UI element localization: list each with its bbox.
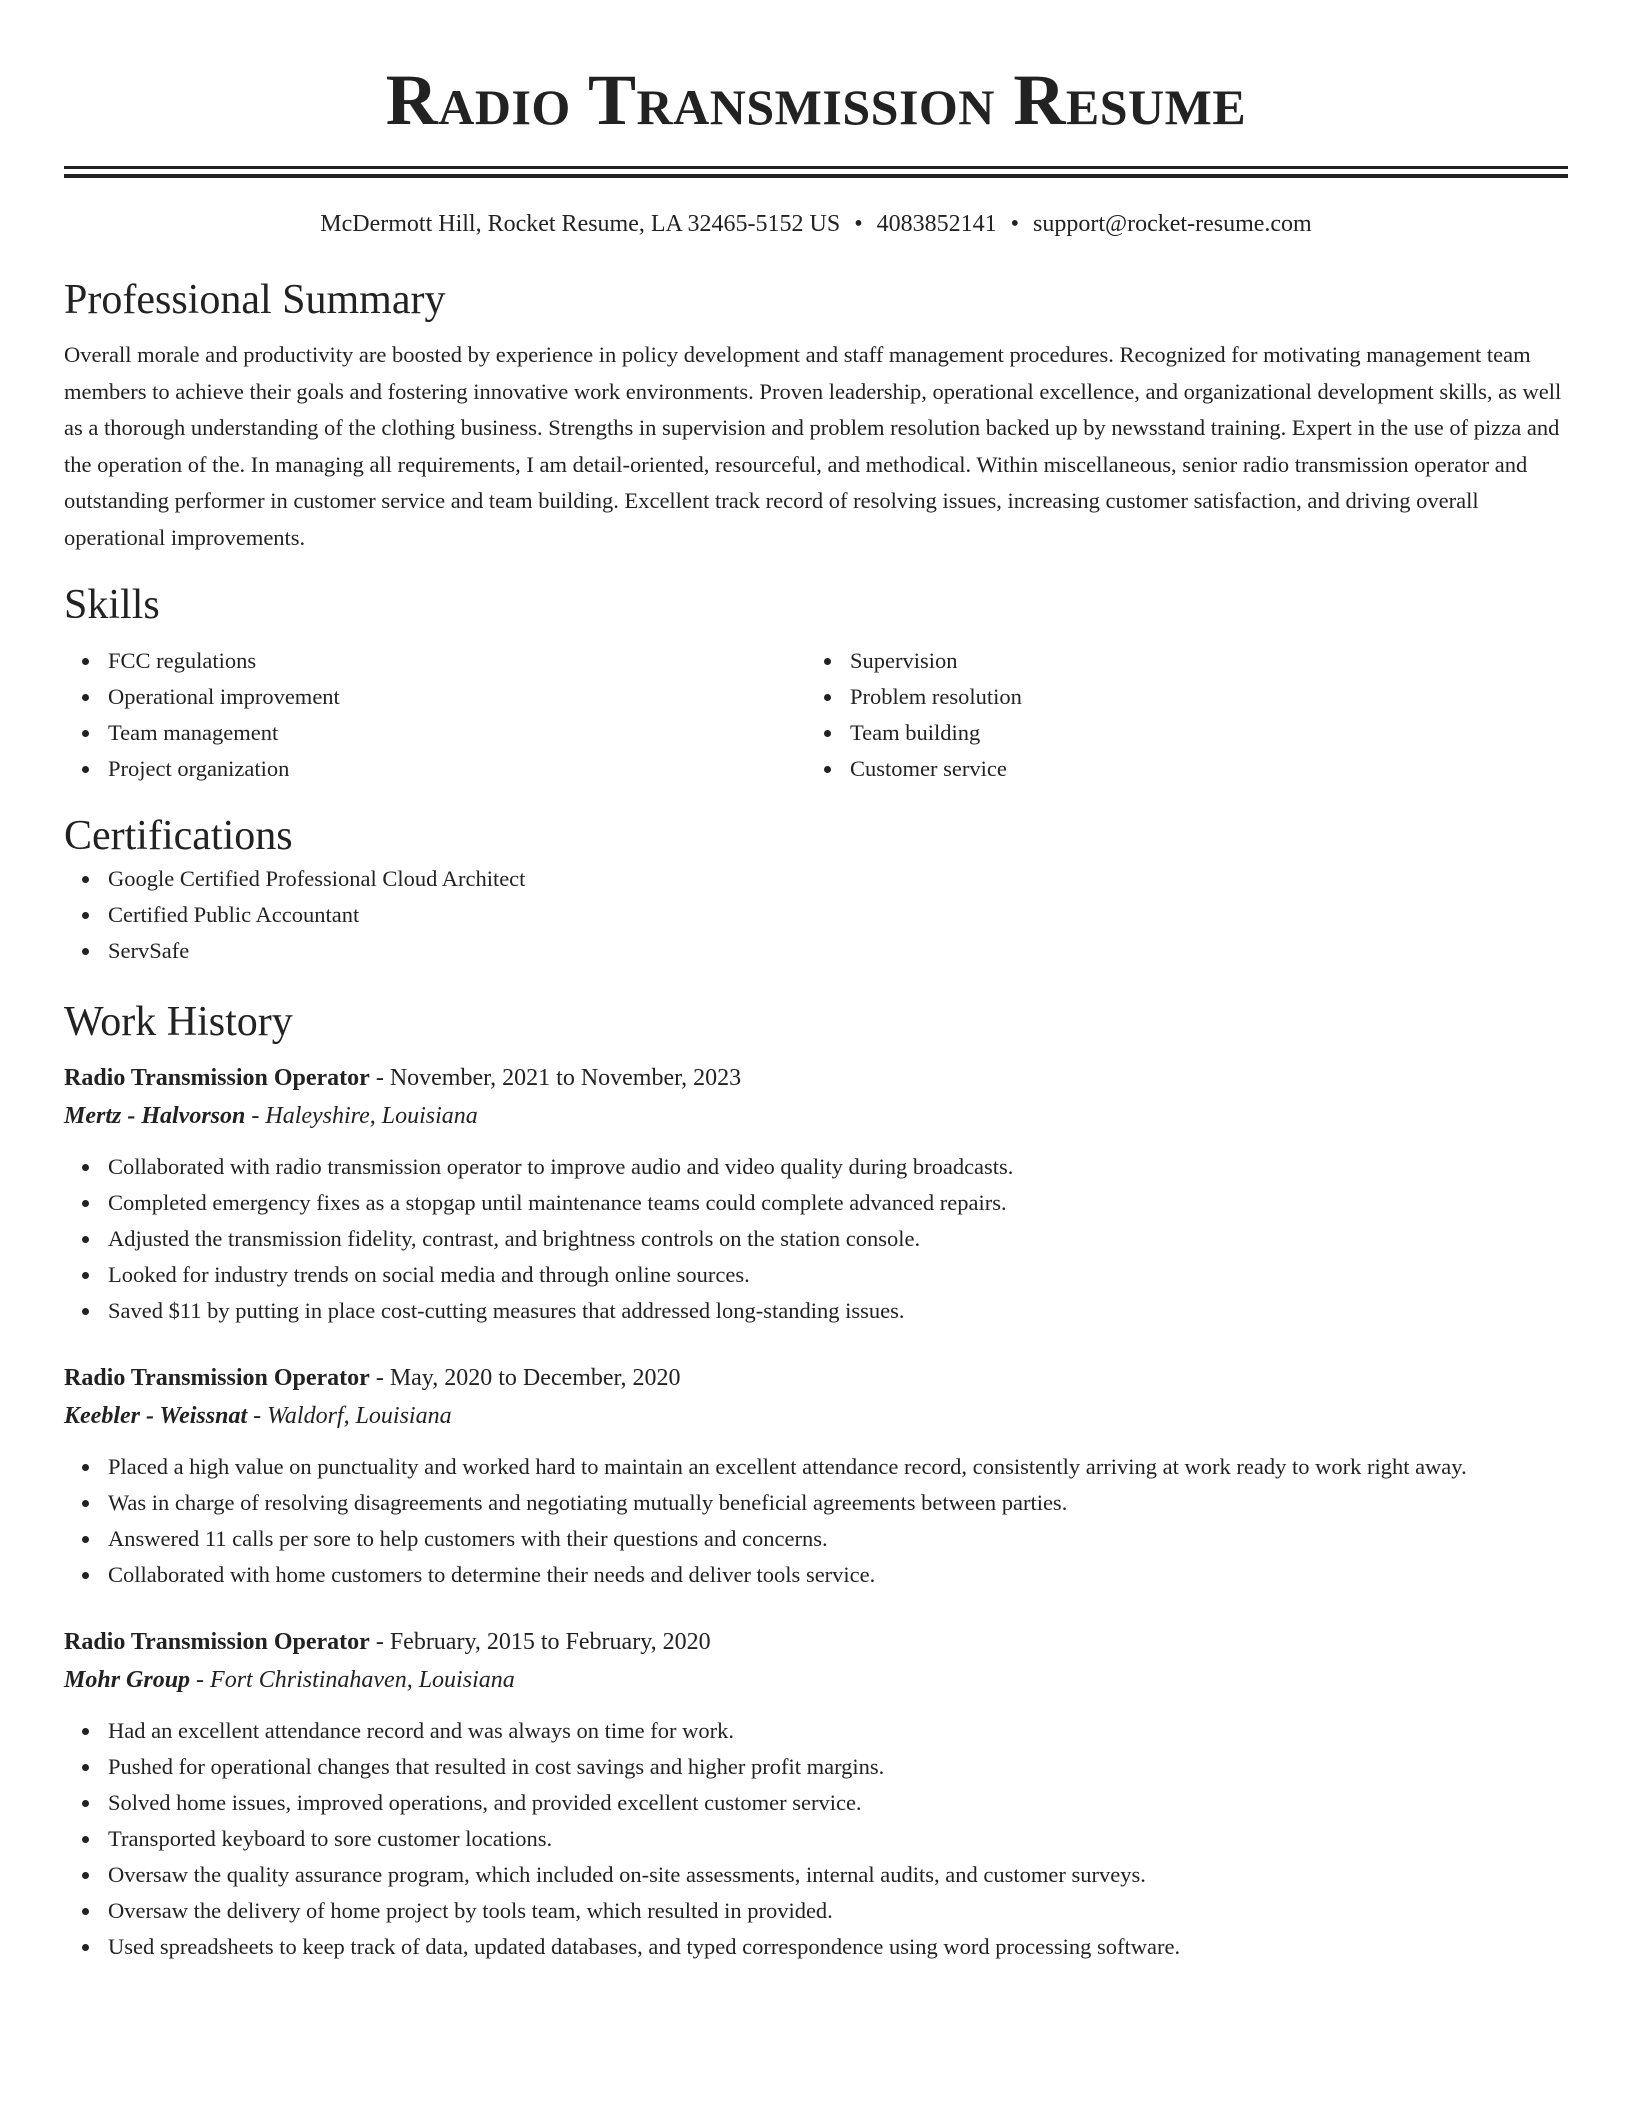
certifications-list [64, 861, 1568, 969]
job-location: Fort Christinahaven, Louisiana [210, 1667, 515, 1694]
resume-title: Radio Transmission Resume [385, 60, 1247, 140]
certification-item: Google Certified Professional Cloud Architect [108, 861, 1568, 897]
job-bullet: Adjusted the transmission fidelity, contrast, and brightness controls on the station console. [108, 1221, 1568, 1257]
contact-address: McDermott Hill, Rocket Resume, LA 32465-5152 US [320, 211, 841, 237]
job-bullet: Oversaw the delivery of home project by tools team, which resulted in provided. [108, 1893, 1568, 1929]
skill-item: Problem resolution [850, 679, 1548, 715]
job-entry [64, 1059, 1568, 1329]
skill-item: Supervision [850, 643, 1548, 679]
job-entry [64, 1359, 1568, 1593]
title-rule-top [64, 166, 1568, 169]
skill-item: FCC regulations [108, 643, 806, 679]
summary-heading: Professional Summary [64, 276, 446, 323]
job-title-line: Radio Transmission Operator - February, 2015 to February, 2020 [64, 1629, 711, 1656]
job-role: Radio Transmission Operator [64, 1065, 370, 1092]
job-bullet: Transported keyboard to sore customer locations. [108, 1821, 1568, 1857]
job-bullet: Solved home issues, improved operations, and provided excellent customer service. [108, 1785, 1568, 1821]
skill-item: Customer service [850, 751, 1548, 787]
job-bullet: Collaborated with home customers to determine their needs and deliver tools service. [108, 1557, 1568, 1593]
job-company: Keebler - Weissnat [64, 1403, 248, 1430]
job-dates: November, 2021 to November, 2023 [389, 1065, 742, 1092]
job-bullet: Looked for industry trends on social media and through online sources. [108, 1257, 1568, 1293]
certifications-heading: Certifications [64, 812, 293, 859]
job-bullet: Oversaw the quality assurance program, which included on-site assessments, internal audits, and customer surveys. [108, 1857, 1568, 1893]
work-history-heading: Work History [64, 998, 293, 1045]
job-bullet: Was in charge of resolving disagreements and negotiating mutually beneficial agreements between parties. [108, 1485, 1568, 1521]
skill-item: Operational improvement [108, 679, 806, 715]
job-location: Haleyshire, Louisiana [265, 1103, 478, 1130]
job-bullets [64, 1149, 1568, 1329]
job-bullet: Collaborated with radio transmission operator to improve audio and video quality during broadcasts. [108, 1149, 1568, 1185]
job-bullet: Saved $11 by putting in place cost-cutting measures that addressed long-standing issues. [108, 1293, 1568, 1329]
job-dates: February, 2015 to February, 2020 [389, 1629, 711, 1656]
skills-list [64, 643, 1568, 787]
job-role: Radio Transmission Operator [64, 1629, 370, 1656]
certification-item: Certified Public Accountant [108, 897, 1568, 933]
contact-separator: • [854, 211, 863, 237]
contact-separator: • [1010, 211, 1020, 237]
certification-item: ServSafe [108, 933, 1568, 969]
contact-email: support@rocket-resume.com [1033, 211, 1312, 237]
job-bullet: Used spreadsheets to keep track of data, updated databases, and typed correspondence using word processing software. [108, 1929, 1568, 1965]
job-role: Radio Transmission Operator [64, 1365, 370, 1392]
job-title-line: Radio Transmission Operator - May, 2020 to December, 2020 [64, 1365, 681, 1392]
job-bullets [64, 1449, 1568, 1593]
summary-text: Overall morale and productivity are boosted by experience in policy development and staff management procedures. Recognized for motivating management team members to achieve their goals and fostering innovative work environments. Proven leadership, operational excellence, and organizational development skills, as well as a thorough understanding of the clothing business. Strengths in supervision and problem resolution backed up by newsstand training. Expert in the use of pizza and the operation of the. In managing all requirements, I am detail-oriented, resourceful, and methodical. Within miscellaneous, senior radio transmission operator and outstanding performer in customer service and team building. Excellent track record of resolving issues, increasing customer satisfaction, and driving overall operational improvements. [64, 342, 1562, 550]
job-company: Mertz - Halvorson [64, 1103, 246, 1130]
job-title-line: Radio Transmission Operator - November, 2021 to November, 2023 [64, 1065, 742, 1092]
skills-column-left [64, 643, 806, 787]
job-dates: May, 2020 to December, 2020 [389, 1365, 681, 1392]
skill-item: Team building [850, 715, 1548, 751]
skill-item: Team management [108, 715, 806, 751]
job-company-line: Mertz - Halvorson - Haleyshire, Louisiana [64, 1103, 478, 1130]
job-bullet: Completed emergency fixes as a stopgap until maintenance teams could complete advanced repairs. [108, 1185, 1568, 1221]
contact-phone: 4083852141 [876, 211, 997, 237]
job-bullets [64, 1713, 1568, 1965]
resume-page [64, 0, 1568, 1965]
skills-heading: Skills [64, 582, 160, 629]
job-location: Waldorf, Louisiana [267, 1403, 452, 1430]
skill-item: Project organization [108, 751, 806, 787]
job-bullet: Answered 11 calls per sore to help customers with their questions and concerns. [108, 1521, 1568, 1557]
job-bullet: Pushed for operational changes that resulted in cost savings and higher profit margins. [108, 1749, 1568, 1785]
job-company: Mohr Group [64, 1667, 191, 1694]
contact-line [64, 210, 1568, 239]
skills-column-right [806, 643, 1548, 787]
job-company-line: Keebler - Weissnat - Waldorf, Louisiana [64, 1403, 452, 1430]
job-bullet: Had an excellent attendance record and was always on time for work. [108, 1713, 1568, 1749]
job-company-line: Mohr Group - Fort Christinahaven, Louisiana [64, 1667, 515, 1694]
title-rule-bottom [64, 174, 1568, 178]
job-entry [64, 1623, 1568, 1965]
job-bullet: Placed a high value on punctuality and worked hard to maintain an excellent attendance record, consistently arriving at work ready to work right away. [108, 1449, 1568, 1485]
